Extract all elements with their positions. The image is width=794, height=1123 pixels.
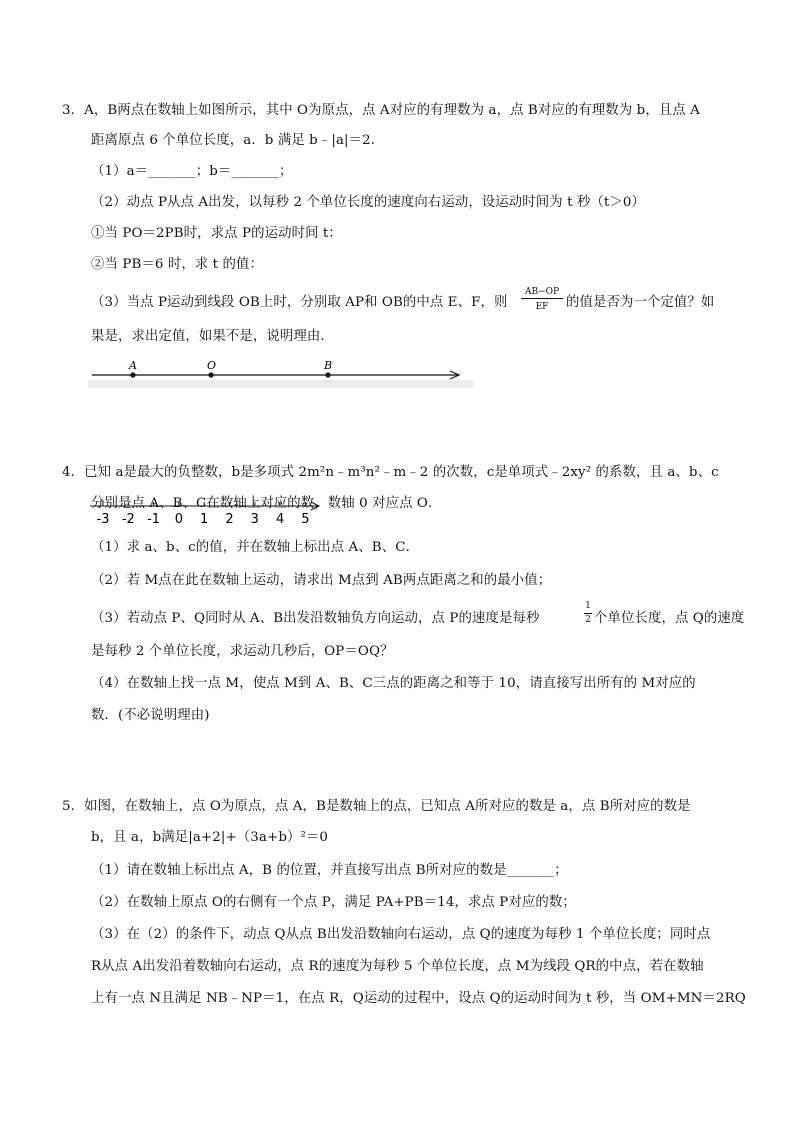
q5-part-3-line-3: 上有一点 N且满足 NB﹣NP＝1，在点 R，Q运动的过程中，设点 Q的运动时间为 t 秒，当 OM+MN＝2RQ	[91, 991, 746, 1006]
q4-fraction-numerator: 1	[585, 601, 591, 611]
q4-part-3-pre: （3）若动点 P、Q同时从 A、B出发沿数轴负方向运动，点 P的速度是每秒	[91, 611, 540, 626]
q4-fraction-bar	[584, 613, 592, 614]
q3-fraction-numerator: AB−OP	[524, 287, 560, 297]
q4-tick-label: 4	[275, 512, 285, 527]
q3-point-a-dot	[130, 372, 135, 377]
q5-line-1: 5．如图，在数轴上，点 O为原点，点 A，B是数轴上的点，已知点 A所对应的数是 a，点 B所对应的数是	[62, 799, 691, 814]
q4-part-1: （1）求 a、b、c的值，并在数轴上标出点 A、B、C．	[91, 540, 420, 555]
q3-part-1: （1）a＝_______；b＝_______；	[91, 164, 293, 179]
q5-part-3: （3）在（2）的条件下，动点 Q从点 B出发沿数轴向右运动，点 Q的速度为每秒 1 个单位长度；同时点	[91, 927, 711, 942]
q3-number-line	[88, 356, 473, 390]
q3-point-o-dot	[208, 372, 213, 377]
q4-part-4-line-2: 数．(不必说明理由)	[91, 708, 210, 723]
q3-part-2: （2）动点 P从点 A出发，以每秒 2 个单位长度的速度向右运动，设运动时间为 t 秒（t＞0）	[91, 195, 646, 210]
q4-part-3-line-2: 是每秒 2 个单位长度，求运动几秒后，OP＝OQ？	[91, 644, 394, 659]
q4-part-4: （4）在数轴上找一点 M，使点 M到 A、B、C三点的距离之和等于 10，请直接写出所有的 M对应的	[91, 676, 696, 691]
q4-tick-label: -1	[147, 512, 161, 527]
q3-part-3-line-2: 果是，求出定值，如果不是，说明理由．	[91, 329, 334, 344]
q4-tick-label: 1	[200, 512, 209, 527]
q4-tick-label: -2	[121, 512, 135, 527]
q4-tick-label: 0	[174, 512, 184, 527]
q5-part-2: （2）在数轴上原点 O的右侧有一个点 P，满足 PA+PB＝14，求点 P对应的数；	[91, 895, 576, 910]
q3-part-2b: ②当 PB＝6 时，求 t 的值：	[91, 257, 263, 272]
q3-fraction-denominator: EF	[535, 302, 549, 312]
q3-fraction-bar	[521, 298, 563, 299]
q3-line-1: 3．A，B两点在数轴上如图所示，其中 O为原点，点 A对应的有理数为 a，点 B对应的有理数为 b，且点 A	[62, 103, 700, 118]
q4-line-2: 分别是点 A、B、C在数轴上对应的数，数轴 0 对应点 O．	[91, 496, 442, 511]
q5-part-1: （1）请在数轴上标出点 A，B 的位置，并直接写出点 B所对应的数是_______；	[91, 863, 568, 878]
q3-part-3-post: 的值是否为一个定值？如	[566, 295, 715, 310]
q4-fraction-denominator: 2	[585, 615, 591, 625]
q4-tick-label: -3	[96, 512, 110, 527]
q3-axis-shadow	[88, 380, 473, 388]
q3-label-a: A	[129, 359, 137, 372]
q4-number-line	[88, 498, 328, 530]
q4-tick-label: 2	[225, 512, 234, 527]
q3-line-2: 距离原点 6 个单位长度，a．b 满足 b﹣|a|＝2．	[91, 133, 385, 148]
q5-part-3-line-2: R从点 A出发沿着数轴向右运动，点 R的速度为每秒 5 个单位长度，点 M为线段 QR的中点，若在数轴	[91, 959, 704, 974]
q4-part-2: （2）若 M点在此在数轴上运动，请求出 M点到 AB两点距离之和的最小值；	[91, 573, 552, 588]
q3-point-b-dot	[325, 372, 330, 377]
q4-line-1: 4．已知 a是最大的负整数，b是多项式 2m²n﹣m³n²﹣m﹣2 的次数，c是单项式﹣2xy² 的系数，且 a、b、c	[62, 465, 719, 480]
q4-part-3-post: 个单位长度，点 Q的速度	[594, 611, 745, 626]
q4-axis-group	[90, 502, 319, 527]
q3-label-b: B	[324, 359, 333, 372]
q5-line-2: b，且 a，b满足|a+2|+（3a+b）²＝0	[91, 830, 329, 845]
q4-tick-label: 3	[250, 512, 259, 527]
q3-part-3-pre: （3）当点 P运动到线段 OB上时，分别取 AP和 OB的中点 E、F，则	[91, 295, 508, 310]
q3-label-o: O	[207, 359, 217, 372]
q4-tick-label: 5	[301, 512, 310, 527]
q3-part-2a: ①当 PO＝2PB时，求点 P的运动时间 t：	[91, 226, 342, 241]
